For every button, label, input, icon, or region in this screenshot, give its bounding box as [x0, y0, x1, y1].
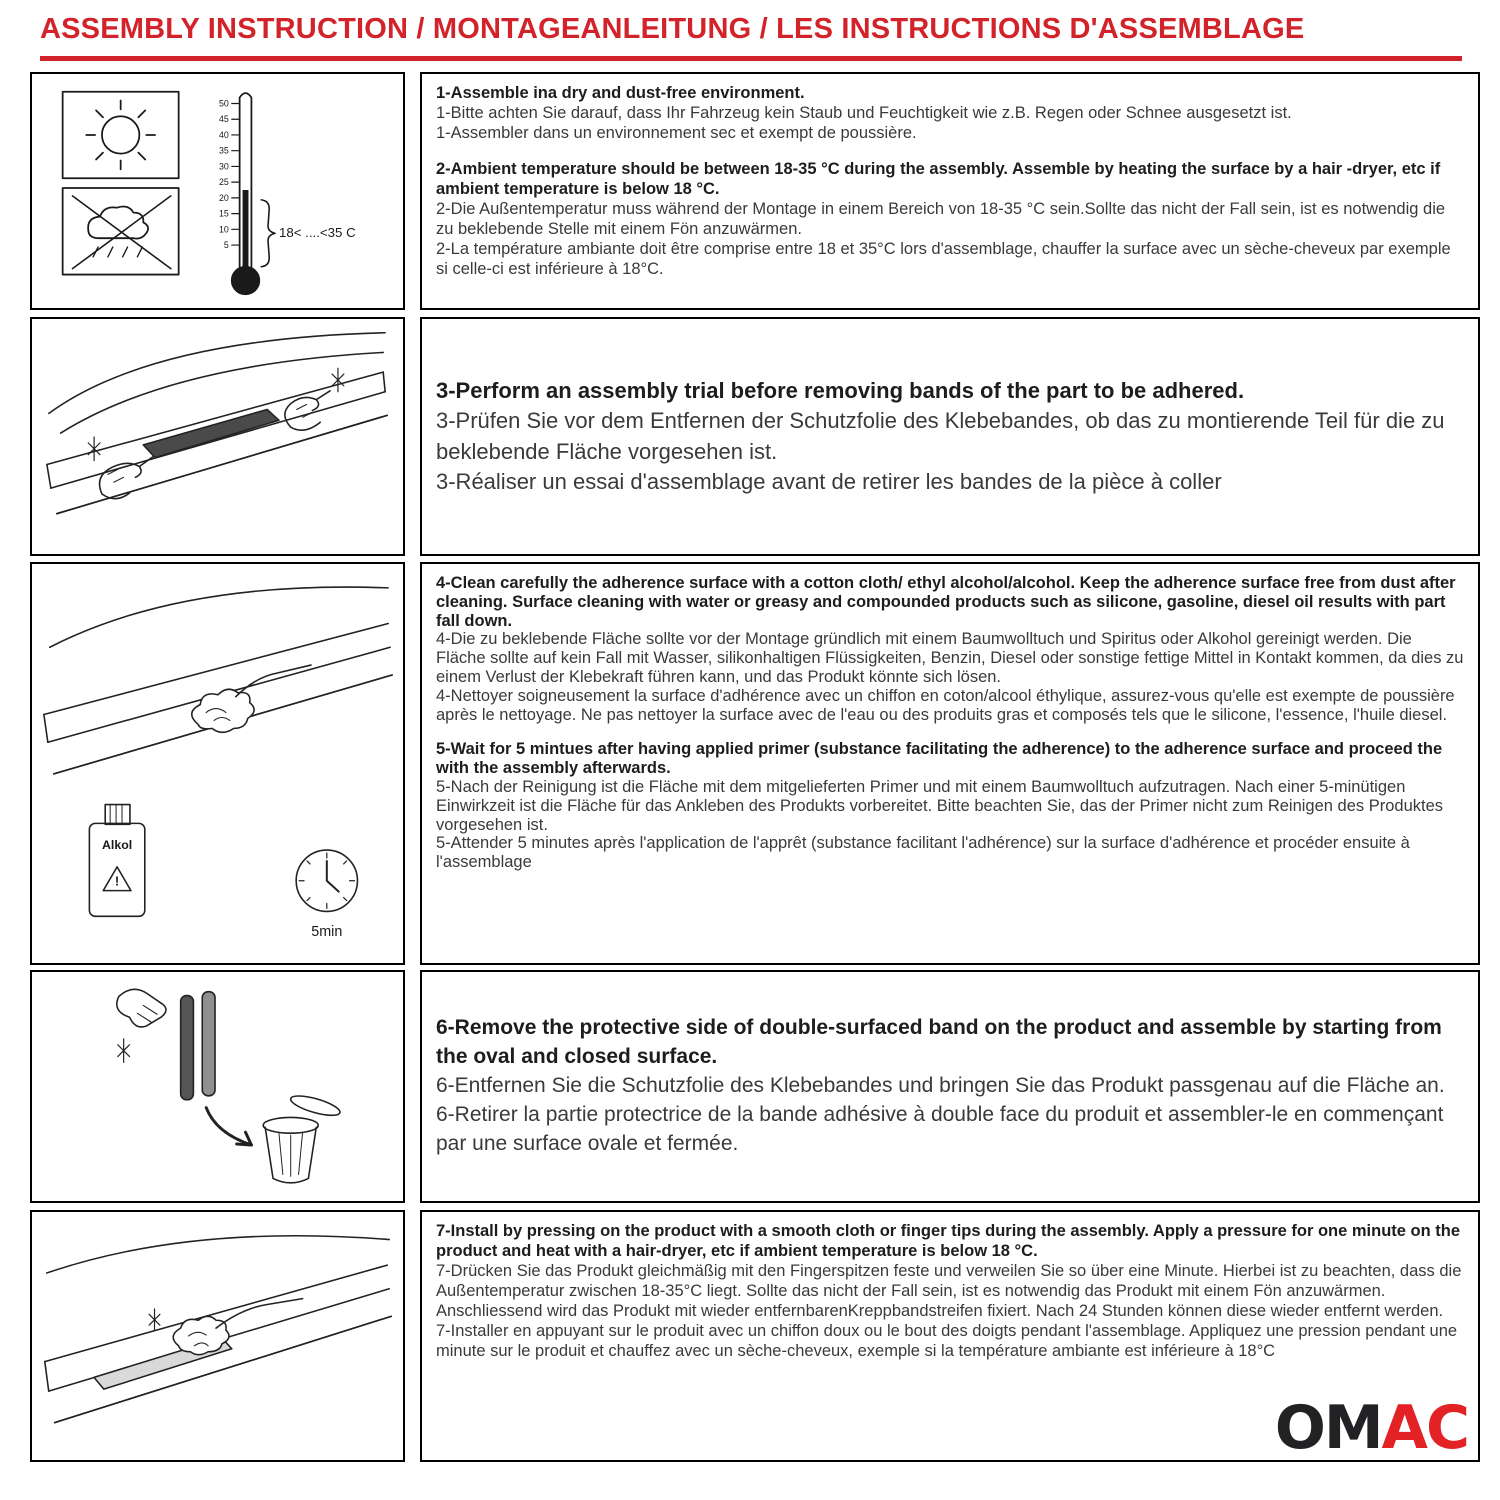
thermometer-scale-tick: 5	[223, 240, 229, 251]
instruction-paragraph-en: 5-Wait for 5 mintues after having applied primer (substance facilitating the adherence) to the adherence surface and proceed the with the assembly afterwards.	[436, 740, 1443, 778]
instruction-section-2	[0, 317, 1500, 556]
thermometer-scale-tick: 45	[218, 114, 229, 125]
section-4-text	[420, 970, 1480, 1203]
instruction-paragraph-en: 4-Clean carefully the adherence surface with a cotton cloth/ ethyl alcohol/alcohol. Keep the adherence surface free from dust after cleaning. Surface cleaning with water or greasy and compounded products such as silicone, gasoline, diesel oil results with part fall down.	[436, 574, 1456, 630]
thermometer-scale-tick: 15	[218, 208, 229, 219]
instruction-paragraph-de: 7-Drücken Sie das Produkt gleichmäßig mit den Fingerspitzen feste und verweilen Sie so über eine Minute. Hierbei ist zu beachten, dass die Außentemperatur zwischen 18-35°C liegt. Sollte das nicht der Fall sein, ist es notwendig das Produkt mit einem Fön anzuwärmen. Anschliessend wird das Produkt mit wieder entfernbarenKreppbandstreifen fixiert. Nach 24 Stunden können diese wieder entfernt werden.	[436, 1261, 1462, 1320]
sparkle-icon	[118, 1039, 130, 1063]
paragraph-gap	[436, 724, 1464, 740]
door-sill-trial-illustration	[32, 319, 403, 554]
instruction-paragraph-en: 1-Assemble ina dry and dust-free environment.	[436, 84, 805, 102]
paragraph-gap	[436, 144, 1464, 160]
instruction-paragraph-de: 2-Die Außentemperatur muss während der Montage in einem Bereich von 18-35 °C sein.Sollte das nicht der Fall sein, ist es notwendig die zu beklebende Stelle mit einem Fön anzuwärmen.	[436, 199, 1446, 238]
clock-icon	[296, 850, 357, 911]
cleaning-cloth-icon	[192, 689, 254, 732]
sparkle-icon	[149, 1309, 160, 1331]
section-5-illustration	[30, 1210, 405, 1462]
instruction-paragraph-fr: 1-Assembler dans un environnement sec et exempt de poussière.	[436, 123, 917, 142]
instruction-paragraph-fr: 3-Réaliser un essai d'assemblage avant de retirer les bandes de la pièce à coller	[436, 468, 1222, 494]
temperature-range-label: 18< ....<35 C	[278, 225, 356, 241]
section-1-illustration	[30, 72, 405, 310]
section-3-text	[420, 562, 1480, 965]
instruction-paragraph-fr: 5-Attender 5 minutes après l'application de l'apprêt (substance facilitant l'adhérence) sur la surface d'adhérence et procéder ensuite à l'assemblage	[436, 834, 1410, 872]
alcohol-bottle-label: Alkol	[101, 838, 133, 853]
sparkle-icon	[88, 437, 100, 461]
section-4-illustration	[30, 970, 405, 1203]
omac-logo-dark-letters: OM	[1274, 1393, 1382, 1463]
instruction-paragraph-de: 1-Bitte achten Sie darauf, dass Ihr Fahrzeug kein Staub und Feuchtigkeit wie z.B. Regen oder Schnee ausgesetzt ist.	[436, 103, 1292, 122]
thermometer-scale-tick: 50	[218, 98, 229, 109]
instruction-section-3	[0, 562, 1500, 965]
thermometer-scale-tick: 10	[218, 224, 229, 235]
instruction-paragraph-de: 6-Entfernen Sie die Schutzfolie des Klebebandes und bringen Sie das Produkt passgenau auf die Fläche an.	[436, 1074, 1445, 1098]
instruction-paragraph-fr: 7-Installer en appuyant sur le produit avec un chiffon doux ou le bout des doigts pendant l'assemblage. Appliquez une pression pendant une minute sur le produit et chauffez avec un sèche-cheveux, exemple si la température ambiante est inférieure à 18°C	[436, 1321, 1458, 1360]
instruction-paragraph-fr: 6-Retirer la partie protectrice de la bande adhésive à double face du produit et assembler-le en commençant par une surface ovale et fermée.	[436, 1102, 1444, 1155]
omac-logo-red-letters: AC	[1381, 1393, 1468, 1463]
instruction-paragraph-en: 7-Install by pressing on the product with a smooth cloth or finger tips during the assembly. Apply a pressure for one minute on the product and heat with a hair-dryer, etc if ambient temperature is below 18 °C.	[436, 1222, 1461, 1260]
instruction-paragraph-de: 3-Prüfen Sie vor dem Entfernen der Schutzfolie des Klebebandes, ob das zu montierende Teil für die zu beklebende Fläche vorgesehen ist.	[436, 408, 1445, 464]
instruction-paragraph-de: 5-Nach der Reinigung ist die Fläche mit dem mitgelieferten Primer und mit einem Baumwolltuch aufzutragen. Nach einer 5-minütigen Einwirkzeit ist die Fläche für das Ankleben des Produkts vorbereitet. Bitte beachten Sie, das der Primer nicht zum Reinigen des Produktes vorgesehen ist.	[436, 777, 1444, 834]
wait-time-label: 5min	[311, 924, 343, 941]
instruction-paragraph-en: 3-Perform an assembly trial before removing bands of the part to be adhered.	[436, 377, 1245, 403]
thermometer-scale-tick: 35	[218, 145, 229, 156]
instruction-section-1	[0, 72, 1500, 310]
thermometer-scale-tick: 20	[218, 192, 229, 203]
section-2-illustration	[30, 317, 405, 556]
warning-exclamation: !	[114, 873, 120, 889]
arrow-to-trash-icon	[206, 1108, 251, 1145]
instruction-paragraph-de: 4-Die zu beklebende Fläche sollte vor der Montage gründlich mit einem Baumwolltuch und Spiritus oder Alkohol gereinigt werden. Die Fläche sollte auf kein Fall mit Wasser, silikonhaltigen Flüssigkeiten, Benzin, Diesel oder sonstige fettige Mittel in Kontakt kommen, da dies zu einem Verlust der Klebekraft führen kann, und das Produkt könnte sich lösen.	[436, 630, 1464, 686]
page-title: ASSEMBLY INSTRUCTION / MONTAGEANLEITUNG / LES INSTRUCTIONS D'ASSEMBLAGE	[40, 13, 1305, 45]
thermometer-scale-tick: 25	[218, 177, 229, 188]
tape-removal-illustration	[32, 972, 403, 1201]
hand-icon	[117, 989, 166, 1027]
arm-icon	[236, 665, 311, 697]
cleaning-illustration	[32, 564, 403, 963]
section-1-text	[420, 72, 1480, 310]
sparkle-icon	[332, 368, 344, 392]
instruction-paragraph-fr: 4-Nettoyer soigneusement la surface d'adhérence avec un chiffon en coton/alcool éthylique, assurez-vous qu'elle est exempte de poussière après le nettoyage. Ne pas nettoyer la surface avec de l'eau ou des produits gras et composés tels que le silicone, l'essence, l'huile diesel.	[436, 686, 1455, 724]
alcohol-bottle-icon	[89, 805, 144, 917]
door-sill-trim-part	[143, 409, 279, 457]
title-underline	[40, 56, 1462, 61]
omac-logo	[1271, 1393, 1472, 1463]
adhesive-band-strips	[181, 992, 215, 1100]
instruction-paragraph-en: 6-Remove the protective side of double-surfaced band on the product and assemble by starting from the oval and closed surface.	[436, 1016, 1442, 1069]
arm-icon	[216, 1299, 303, 1329]
pressing-illustration	[32, 1212, 403, 1460]
range-brace	[261, 200, 275, 267]
section-3-illustration	[30, 562, 405, 965]
sun-icon	[86, 101, 155, 170]
thermometer-scale-tick: 40	[218, 129, 229, 140]
trash-can-icon	[263, 1092, 342, 1183]
thermometer-icon	[232, 93, 275, 294]
environment-temperature-diagram	[32, 74, 403, 308]
instruction-paragraph-en: 2-Ambient temperature should be between 18-35 °C during the assembly. Assemble by heating the surface by a hair -dryer, etc if ambient temperature is below 18 °C.	[436, 159, 1441, 198]
thermometer-scale-tick: 30	[218, 161, 229, 172]
instruction-paragraph-fr: 2-La température ambiante doit être comprise entre 18 et 35°C lors d'assemblage, chauffer la surface avec un sèche-cheveux par exemple si celle-ci est inférieure à 18°C.	[436, 239, 1451, 278]
section-2-text	[420, 317, 1480, 556]
no-rain-icon	[72, 196, 170, 269]
instruction-section-4	[0, 970, 1500, 1203]
